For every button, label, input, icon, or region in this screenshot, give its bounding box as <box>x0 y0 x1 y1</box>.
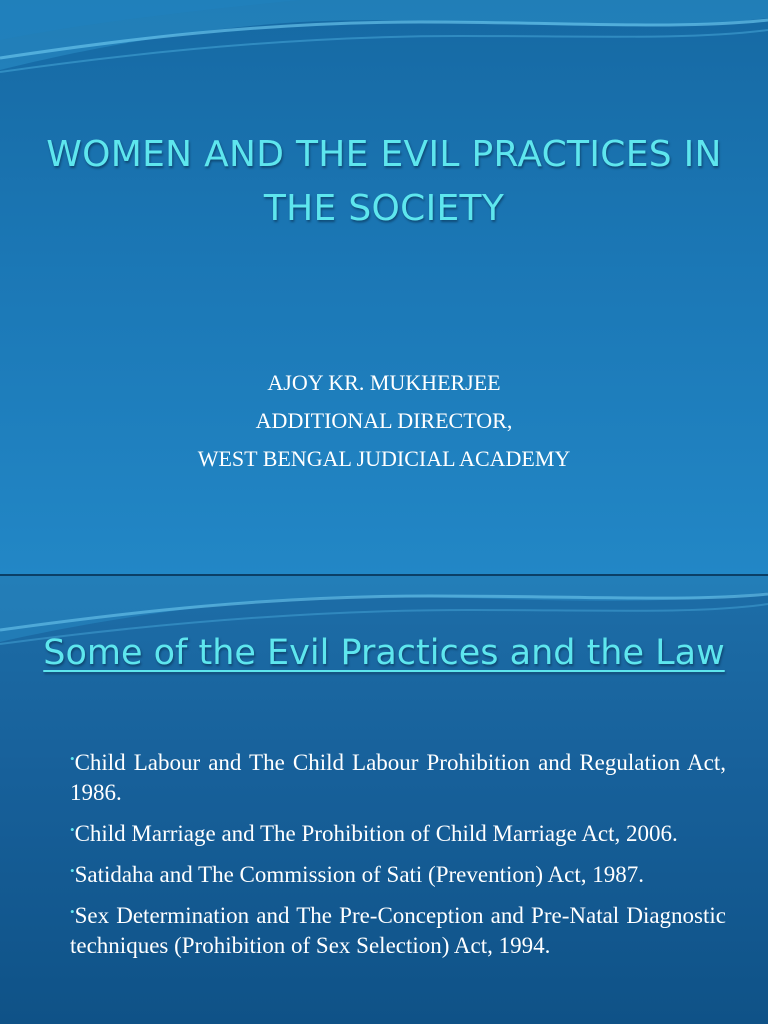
wave-decoration-icon <box>0 0 768 120</box>
content-slide <box>0 576 768 1024</box>
list-item-text: Sex Determination and The Pre-Conception and Pre-Natal Diagnostic techniques (Prohibition of Sex Selection) Act, 1994. <box>70 903 726 958</box>
bullet-icon: • <box>70 822 75 837</box>
bullet-icon: • <box>70 751 75 766</box>
bullet-icon: • <box>70 863 75 878</box>
slide-heading <box>20 626 748 680</box>
bullet-icon: • <box>70 904 75 919</box>
list-item <box>70 856 726 890</box>
list-item-text: Satidaha and The Commission of Sati (Prevention) Act, 1987. <box>74 862 644 887</box>
slide-heading-text: Some of the Evil Practices and the Law <box>43 633 725 673</box>
author-designation: ADDITIONAL DIRECTOR, <box>255 408 513 433</box>
list-item <box>70 897 726 961</box>
author-institution: WEST BENGAL JUDICIAL ACADEMY <box>197 446 571 471</box>
list-item <box>70 815 726 849</box>
author-block <box>20 364 748 478</box>
list-item-text: Child Labour and The Child Labour Prohibition and Regulation Act, 1986. <box>70 750 726 805</box>
author-name: AJOY KR. MUKHERJEE <box>267 370 501 395</box>
list-item <box>70 744 726 808</box>
slide-title: WOMEN AND THE EVIL PRACTICES IN THE SOCIETY <box>46 134 722 229</box>
bullet-list <box>70 744 726 968</box>
list-item-text: Child Marriage and The Prohibition of Child Marriage Act, 2006. <box>74 821 678 846</box>
